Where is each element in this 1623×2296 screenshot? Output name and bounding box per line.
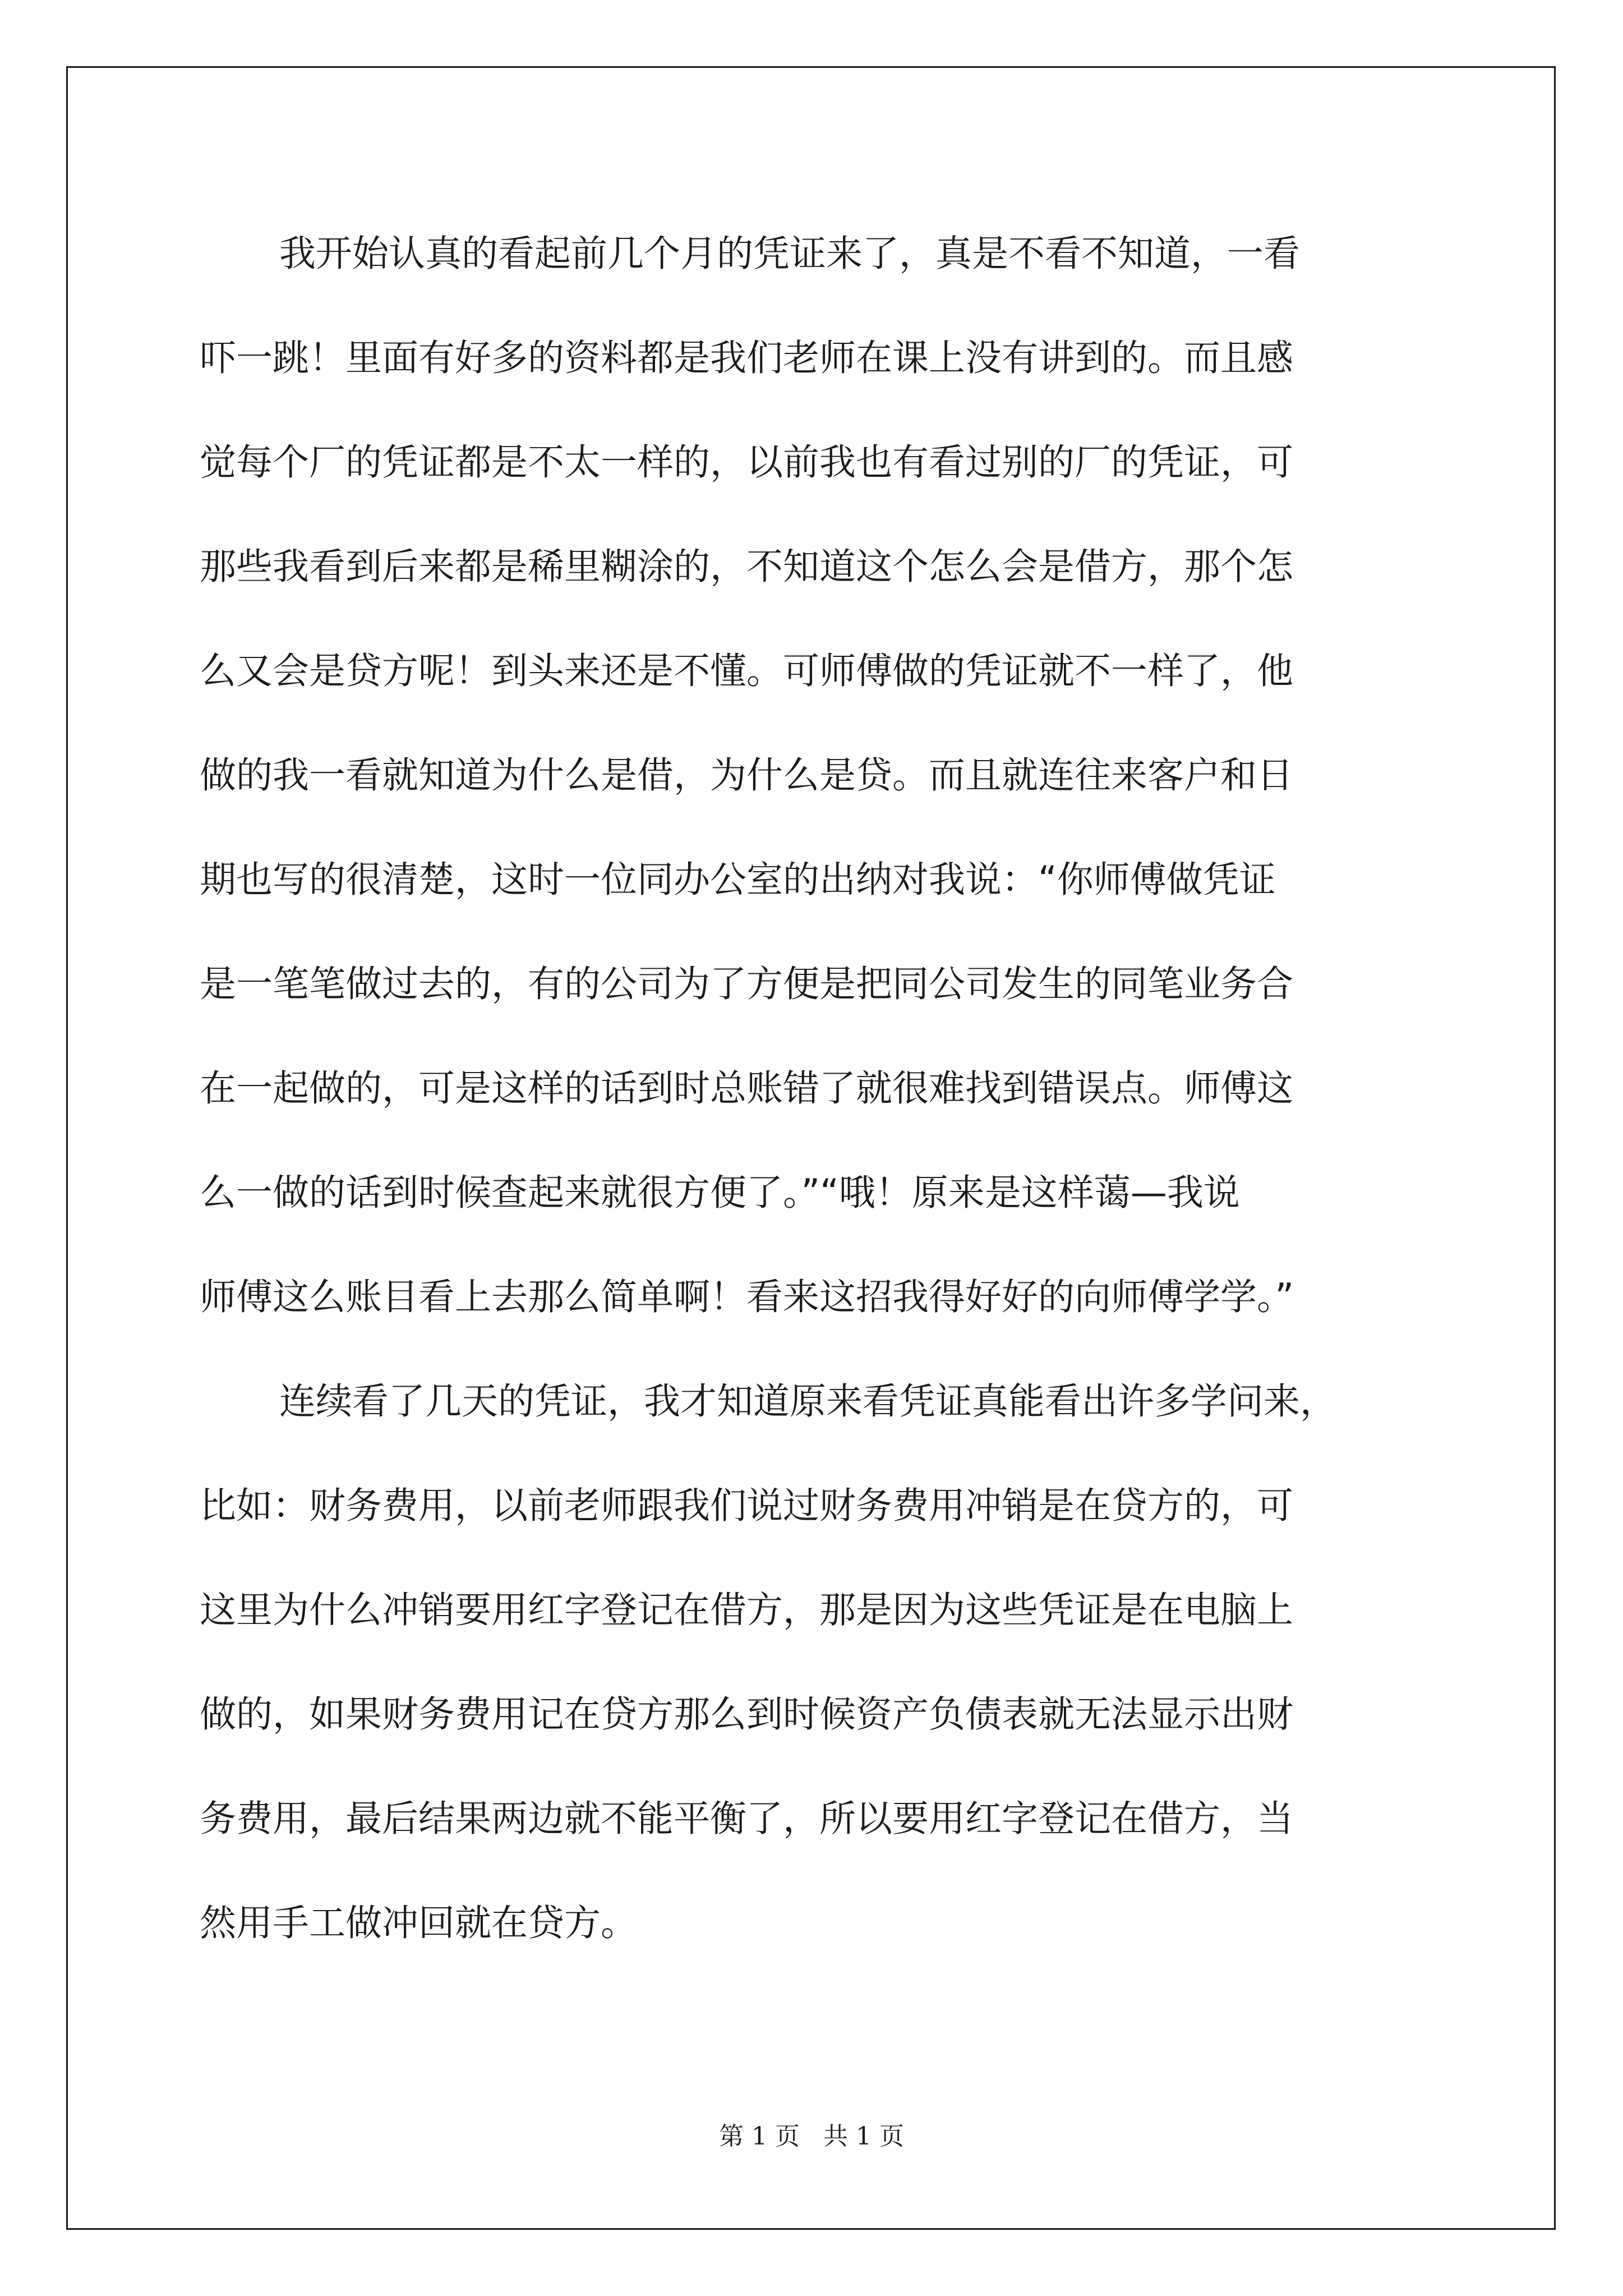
text-line: 那些我看到后来都是稀里糊涂的，不知道这个怎么会是借方，那个怎 <box>200 546 1294 588</box>
paragraph-1 <box>200 202 1422 1350</box>
text-line: 我开始认真的看起前几个月的凭证来了，真是不看不知道，一看 <box>279 233 1301 275</box>
paragraph-2 <box>200 1350 1422 1976</box>
text-line: 觉每个厂的凭证都是不太一样的，以前我也有看过别的厂的凭证，可 <box>200 441 1294 484</box>
text-line: 是一笔笔做过去的，有的公司为了方便是把同公司发生的同笔业务合 <box>200 963 1294 1005</box>
text-line: 吓一跳！里面有好多的资料都是我们老师在课上没有讲到的。而且感 <box>200 337 1294 379</box>
text-line: 期也写的很清楚，这时一位同办公室的出纳对我说：“你师傅做凭证 <box>200 859 1276 901</box>
text-line: 做的，如果财务费用记在贷方那么到时候资产负债表就无法显示出财 <box>200 1694 1294 1736</box>
page-number-footer: 第 1 页 共 1 页 <box>719 2122 904 2151</box>
text-line: 做的我一看就知道为什么是借，为什么是贷。而且就连往来客户和日 <box>200 754 1294 797</box>
text-line: 连续看了几天的凭证，我才知道原来看凭证真能看出许多学问来， <box>279 1381 1337 1423</box>
text-line: 师傅这么账目看上去那么简单啊！看来这招我得好好的向师傅学学。” <box>200 1276 1294 1318</box>
text-line: 然用手工做冲回就在贷方。 <box>200 1902 638 1944</box>
text-line: 在一起做的，可是这样的话到时总账错了就很难找到错误点。师傅这 <box>200 1068 1294 1110</box>
text-line: 这里为什么冲销要用红字登记在借方，那是因为这些凭证是在电脑上 <box>200 1589 1294 1631</box>
text-line: 么又会是贷方呢！到头来还是不懂。可师傅做的凭证就不一样了，他 <box>200 650 1294 692</box>
text-line: 务费用，最后结果两边就不能平衡了，所以要用红字登记在借方，当 <box>200 1798 1294 1840</box>
document-body <box>200 202 1422 1976</box>
text-line: 比如：财务费用，以前老师跟我们说过财务费用冲销是在贷方的，可 <box>200 1485 1294 1527</box>
text-line: 么一做的话到时候查起来就很方便了。”“哦！原来是这样蔼—我说 <box>200 1172 1240 1214</box>
